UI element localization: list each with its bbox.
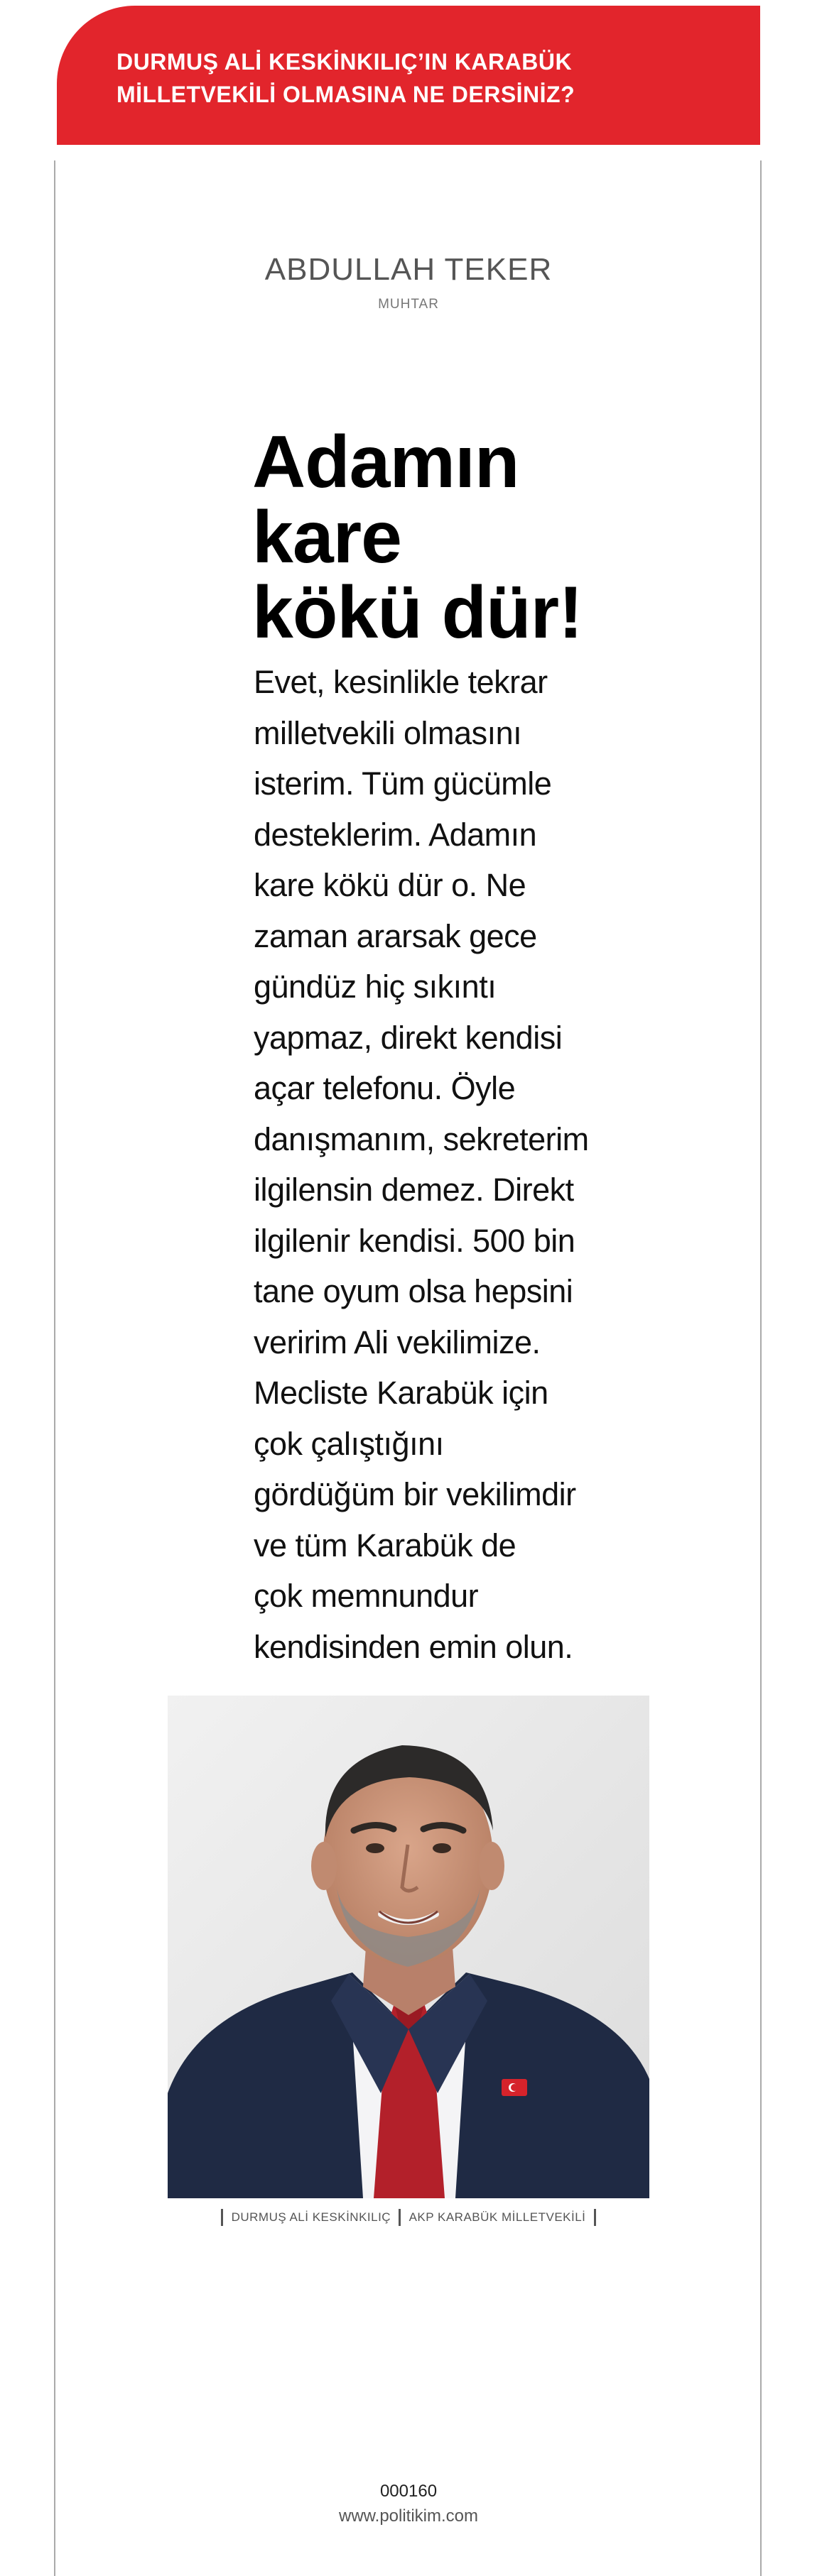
body-line: zaman ararsak gece	[254, 917, 537, 954]
body-line: yapmaz, direkt kendisi	[254, 1019, 563, 1056]
body-line: kare kökü dür o. Ne	[254, 867, 526, 903]
caption-divider	[594, 2209, 596, 2226]
body-line: ve tüm Karabük de	[254, 1527, 516, 1563]
body-line: desteklerim. Adamın	[254, 816, 537, 853]
body-line: kendisinden emin olun.	[254, 1628, 573, 1665]
quote-headline	[252, 421, 650, 654]
author-name: ABDULLAH TEKER	[264, 252, 553, 287]
body-line: Mecliste Karabük için	[254, 1375, 548, 1411]
body-line: gördüğüm bir vekilimdir	[254, 1476, 576, 1512]
caption-divider	[399, 2209, 401, 2226]
caption-title: AKP KARABÜK MİLLETVEKİLİ	[408, 2210, 586, 2224]
portrait-photo	[168, 1696, 649, 2198]
body-line: ilgilensin demez. Direkt	[254, 1172, 574, 1208]
photo-caption	[0, 2209, 817, 2226]
author-role: MUHTAR	[378, 297, 439, 312]
quote-body	[254, 657, 595, 1672]
banner-title-line-2: MİLLETVEKİLİ OLMASINA NE DERSİNİZ?	[117, 82, 575, 107]
headline-line-3: kökü dür!	[252, 572, 583, 654]
body-line: açar telefonu. Öyle	[254, 1070, 516, 1106]
body-line: isterim. Tüm gücümle	[254, 765, 552, 802]
caption-name: DURMUŞ ALİ KESKİNKILIÇ	[231, 2210, 391, 2224]
headline-line-2: kare	[252, 496, 401, 579]
page-number: 000160	[379, 2482, 438, 2501]
caption-divider	[221, 2209, 223, 2226]
body-line: veririm Ali vekilimize.	[254, 1324, 541, 1360]
body-line: çok çalıştığını	[254, 1425, 444, 1462]
headline-banner	[57, 6, 760, 145]
body-line: ilgilenir kendisi. 500 bin	[254, 1222, 575, 1259]
body-line: danışmanım, sekreterim	[254, 1120, 589, 1157]
headline-line-1: Adamın	[252, 421, 519, 503]
body-line: çok memnundur	[254, 1578, 479, 1614]
body-line: milletvekili olmasını	[254, 714, 522, 751]
body-line: tane oyum olsa hepsini	[254, 1273, 573, 1309]
body-line: Evet, kesinlikle tekrar	[254, 664, 548, 700]
body-line: gündüz hiç sıkıntı	[254, 968, 497, 1005]
banner-title-line-1: DURMUŞ ALİ KESKİNKILIÇ’IN KARABÜK	[117, 49, 573, 75]
website-link[interactable]: www.politikim.com	[338, 2506, 479, 2526]
portrait-illustration	[168, 1696, 649, 2198]
